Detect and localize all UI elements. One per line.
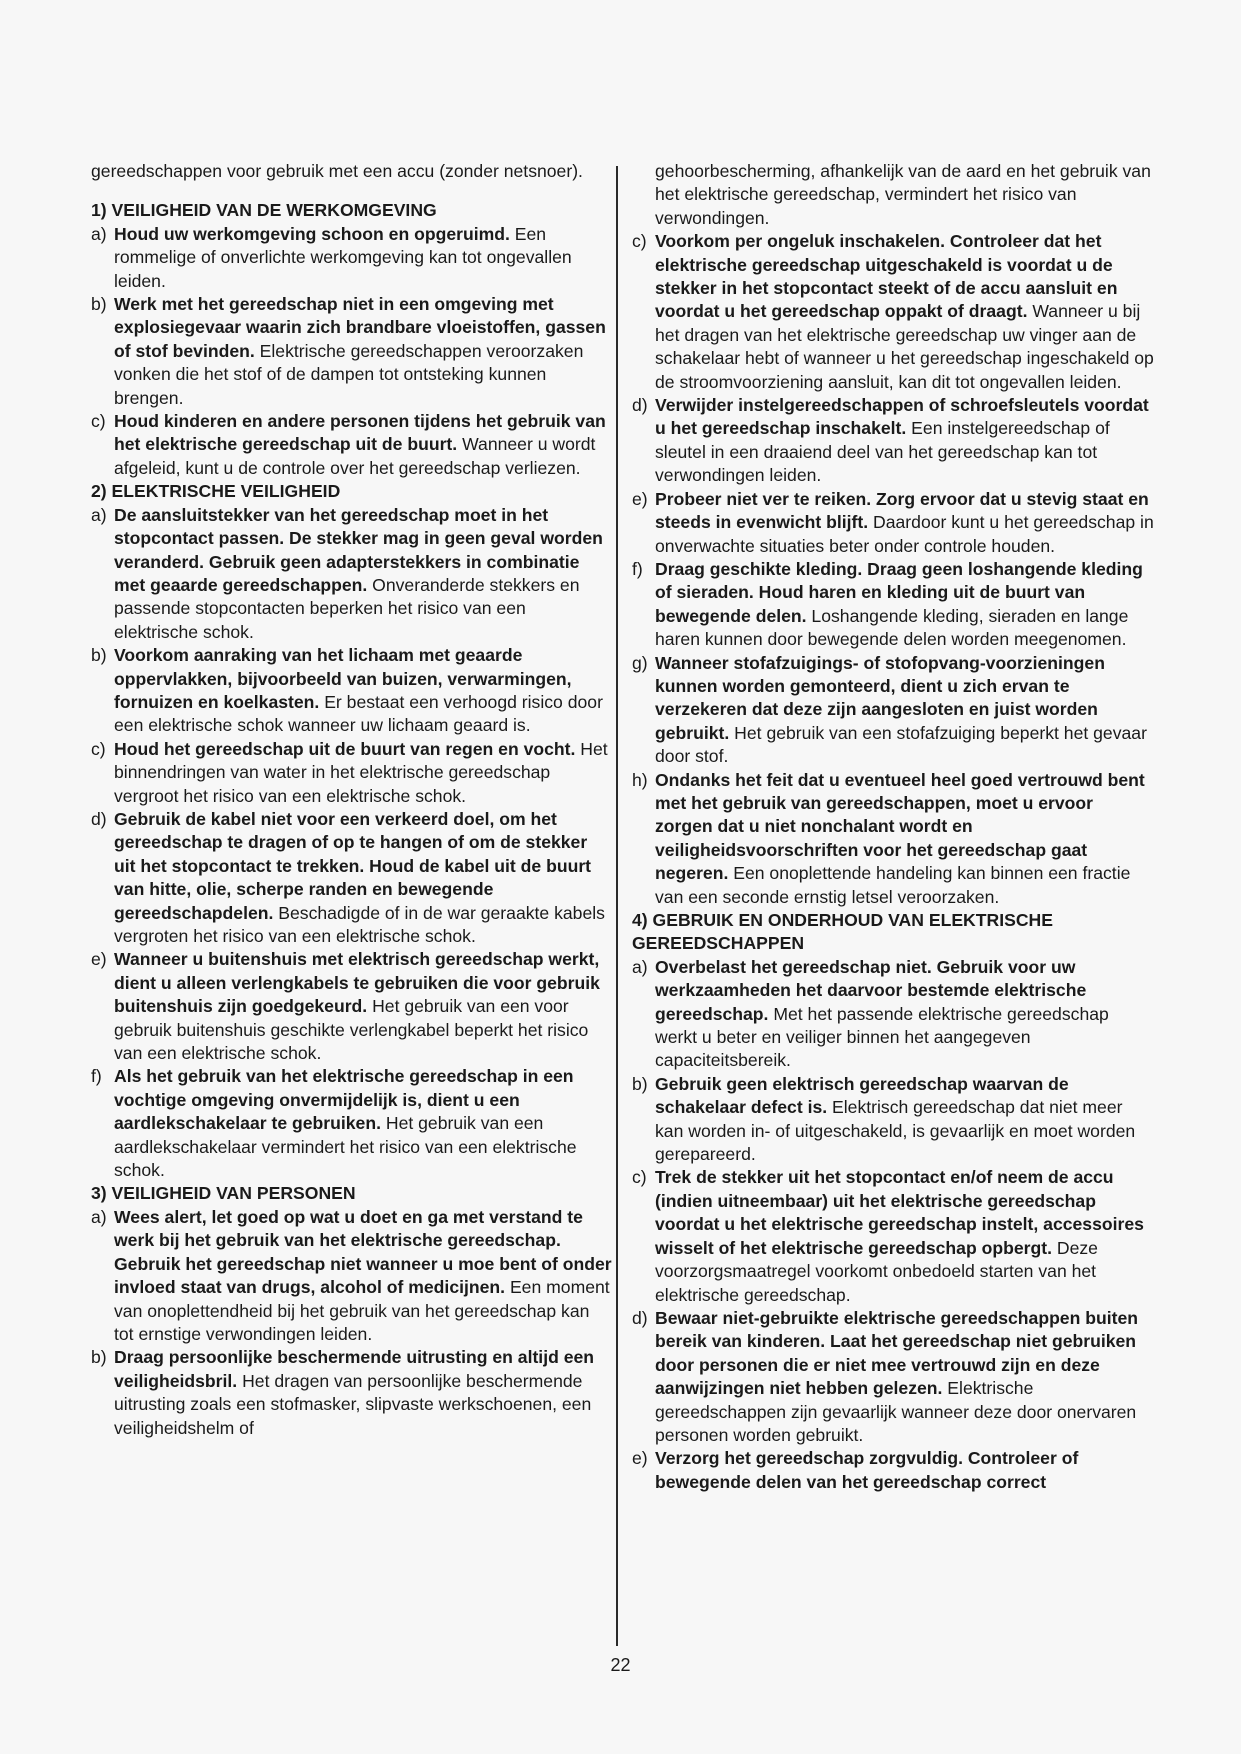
list-item: d) Bewaar niet-gebruikte elektrische gereedschappen buiten bereik van kinderen. Laat het gereedschap niet gebruiken door personen die er niet mee vertrouwd zijn en deze aanwijzingen niet hebben gelezen. Elektrische gereedschappen zijn gevaarlijk wanneer deze door onervaren personen worden gebruikt. [632, 1307, 1139, 1445]
page-number: 22 [610, 1655, 631, 1675]
list-item: b) Werk met het gereedschap niet in een omgeving met explosiegevaar waarin zich brandbare vloeistoffen, gassen of stof bevinden. Elektrische gereedschappen veroorzaken vonken die het stof of de dampen tot ontsteking kunnen brengen. [91, 294, 606, 408]
list-item: b) Draag persoonlijke beschermende uitrusting en altijd een veiligheidsbril. Het dragen van persoonlijke beschermende uitrusting zoals een stofmasker, slipvaste werkschoenen, een veiligheidshelm of [91, 1347, 595, 1438]
list-item: e) Probeer niet ver te reiken. Zorg ervoor dat u stevig staat en steeds in evenwicht blijft. Daardoor kunt u het gereedschap in onverwachte situaties beter onder controle houden. [632, 488, 1154, 556]
list-item: g) Wanneer stofafzuigings- of stofopvang-voorzieningen kunnen worden gemonteerd, dient u zich ervan te verzekeren dat deze zijn aangesloten en juist worden gebruikt. Het gebruik van een stofafzuiging beperkt het gevaar door stof. [632, 652, 1147, 767]
list-item: c) Voorkom per ongeluk inschakelen. Controleer dat het elektrische gereedschap uitgeschakeld is voordat u de stekker in het stopcontact steekt of de accu aansluit en voordat u het gereedschap oppakt of draagt. Wanneer u bij het dragen van het elektrische gereedschap uw vinger aan de schakelaar hebt of wanneer u het gereedschap ingeschakeld op de stroomvoorziening aansluit, kan dit tot ongevallen leiden. [632, 231, 1154, 392]
section-heading-1: 1) VEILIGHEID VAN DE WERKOMGEVING [91, 200, 437, 221]
list-item: e) Verzorg het gereedschap zorgvuldig. Controleer of bewegende delen van het gereedschap correct [632, 1448, 1079, 1492]
left-column [91, 160, 613, 1440]
list-item: a) De aansluitstekker van het gereedschap moet in het stopcontact passen. De stekker mag in geen geval worden veranderd. Gebruik geen adapterstekkers in combinatie met geaarde gereedschappen. Onveranderde stekkers en passende stopcontacten beperken het risico van een elektrische schok. [91, 504, 603, 642]
intro-text: gereedschappen voor gebruik met een accu (zonder netsnoer). [91, 161, 583, 181]
list-item: h) Ondanks het feit dat u eventueel heel goed vertrouwd bent met het gebruik van gereedschappen, moet u ervoor zorgen dat u niet nonchalant wordt en veiligheidsvoorschriften voor het gereedschap gaat negeren. Een onoplettende handeling kan binnen een fractie van een seconde ernstig letsel veroorzaken. [632, 769, 1145, 907]
column-divider [616, 166, 618, 1646]
section-heading-3: 3) VEILIGHEID VAN PERSONEN [91, 1183, 356, 1204]
list-item: d) Verwijder instelgereedschappen of schroefsleutels voordat u het gereedschap inschakelt. Een instelgereedschap of sleutel in een draaiend deel van het gereedschap kan tot verwondingen leiden. [632, 395, 1149, 486]
list-item: b) Gebruik geen elektrisch gereedschap waarvan de schakelaar defect is. Elektrisch gereedschap dat niet meer kan worden in- of uitgeschakeld, is gevaarlijk en moet worden gerepareerd. [632, 1073, 1136, 1165]
list-item: d) Gebruik de kabel niet voor een verkeerd doel, om het gereedschap te dragen of op te hangen of om de stekker uit het stopcontact te trekken. Houd de kabel uit de buurt van hitte, olie, scherpe randen en bewegende gereedschapdelen. Beschadigde of in de war geraakte kabels vergroten het risico van een elektrische schok. [91, 808, 605, 946]
list-item: a) Overbelast het gereedschap niet. Gebruik voor uw werkzaamheden het daarvoor bestemde elektrische gereedschap. Met het passende elektrische gereedschap werkt u beter en veiliger binnen het aangegeven capaciteitsbereik. [632, 956, 1109, 1071]
list-item: f) Draag geschikte kleding. Draag geen loshangende kleding of sieraden. Houd haren en kleding uit de buurt van bewegende delen. Loshangende kleding, sieraden en lange haren kunnen door bewegende delen worden meegenomen. [632, 558, 1143, 650]
list-item: c) Trek de stekker uit het stopcontact en/of neem de accu (indien uitneembaar) uit het elektrische gereedschap voordat u het elektrische gereedschap instelt, accessoires wisselt of het elektrische gereedschap opbergt. Deze voorzorgsmaatregel voorkomt onbedoeld starten van het elektrische gereedschap. [632, 1167, 1144, 1305]
list-item: a) Houd uw werkomgeving schoon en opgeruimd. Een rommelige of onverlichte werkomgeving kan tot ongevallen leiden. [91, 223, 572, 291]
list-item: a) Wees alert, let goed op wat u doet en ga met verstand te werk bij het gebruik van het elektrische gereedschap. Gebruik het gereedschap niet wanneer u moe bent of onder invloed staat van drugs, alcohol of medicijnen. Een moment van onoplettendheid bij het gebruik van het gereedschap kan tot ernstige verwondingen leiden. [91, 1206, 612, 1344]
list-item: e) Wanneer u buitenshuis met elektrisch gereedschap werkt, dient u alleen verlengkabels te gebruiken die voor gebruik buitenshuis zijn goedgekeurd. Het gebruik van een voor gebruik buitenshuis geschikte verlengkabel beperkt het risico van een elektrische schok. [91, 949, 600, 1064]
section-heading-4: 4) GEBRUIK EN ONDERHOUD VAN ELEKTRISCHE GEREEDSCHAPPEN [632, 910, 1053, 954]
list-item: b) Voorkom aanraking van het lichaam met geaarde oppervlakken, bijvoorbeeld van buizen, verwarmingen, fornuizen en koelkasten. Er bestaat een verhoogd risico door een elektrische schok wanneer uw lichaam geaard is. [91, 645, 603, 736]
list-item: c) Houd kinderen en andere personen tijdens het gebruik van het elektrische gereedschap uit de buurt. Wanneer u wordt afgeleid, kunt u de controle over het gereedschap verliezen. [91, 411, 606, 478]
list-item: f) Als het gebruik van het elektrische gereedschap in een vochtige omgeving onvermijdelijk is, dient u een aardlekschakelaar te gebruiken. Het gebruik van een aardlekschakelaar vermindert het risico van een elektrische schok. [91, 1066, 577, 1181]
list-item: c) Houd het gereedschap uit de buurt van regen en vocht. Het binnendringen van water in het elektrische gereedschap vergroot het risico van een elektrische schok. [91, 738, 608, 806]
continued-text: gehoorbescherming, afhankelijk van de aard en het gebruik van het elektrische gereedschap, vermindert het risico van verwondingen. [655, 161, 1151, 228]
right-column [632, 160, 1154, 1494]
section-heading-2: 2) ELEKTRISCHE VEILIGHEID [91, 481, 341, 502]
